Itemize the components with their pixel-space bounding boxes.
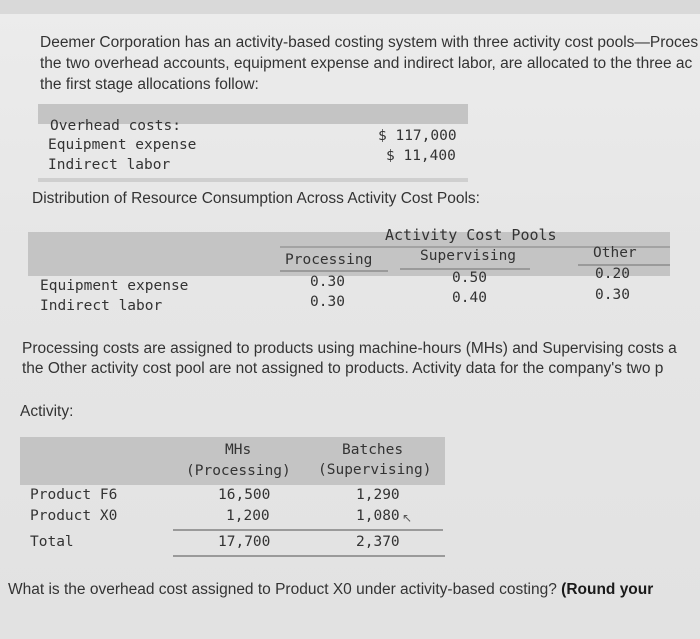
intro-line-1: Deemer Corporation has an activity-based costing system with three activity cost pools—Proces [40, 34, 699, 51]
subtotal-rule [173, 529, 443, 531]
intro-line-2: the two overhead accounts, equipment expense and indirect labor, are allocated to the three ac [40, 55, 693, 72]
distribution-cell: 0.20 [595, 266, 630, 282]
middle-line-1: Processing costs are assigned to products using machine-hours (MHs) and Supervising costs a [22, 340, 677, 357]
activity-cost-pools-header: Activity Cost Pools [385, 226, 557, 244]
column-header-supervising: Supervising [420, 248, 517, 264]
distribution-row-label: Equipment expense [40, 278, 189, 294]
distribution-cell: 0.50 [452, 270, 487, 286]
question [8, 579, 653, 600]
distribution-cell: 0.40 [452, 290, 487, 306]
middle-line-2: the Other activity cost pool are not assigned to products. Activity data for the company's two p [22, 360, 664, 377]
distribution-cell: 0.30 [310, 274, 345, 290]
distribution-cell: 0.30 [595, 287, 630, 303]
question-text: What is the overhead cost assigned to Product X0 under activity-based costing? [8, 581, 562, 598]
activity-cell: 1,080 [356, 508, 400, 524]
activity-title: Activity: [20, 403, 74, 420]
column-header-processing: Processing [285, 252, 373, 268]
activity-cell: 1,200 [226, 508, 270, 524]
overhead-row-value: $ 11,400 [386, 148, 456, 164]
mhs-header: MHs [225, 442, 252, 458]
overhead-row-value: $ 117,000 [378, 128, 457, 144]
activity-total-label: Total [30, 534, 74, 550]
overhead-row-label: Equipment expense [48, 137, 197, 153]
processing-header-rule [280, 270, 388, 272]
activity-row-label: Product X0 [30, 508, 118, 524]
column-header-other: Other [593, 245, 637, 261]
activity-row-label: Product F6 [30, 487, 118, 503]
activity-total-batches: 2,370 [356, 534, 400, 550]
batches-subheader: (Supervising) [318, 462, 432, 478]
distribution-cell: 0.30 [310, 294, 345, 310]
total-rule [173, 555, 445, 557]
distribution-row-label: Indirect labor [40, 298, 163, 314]
overhead-bottom-bar [38, 178, 468, 182]
mhs-subheader: (Processing) [186, 463, 291, 479]
question-rounding-note: (Round your [561, 581, 654, 598]
batches-header: Batches [342, 442, 404, 458]
overhead-header: Overhead costs: [50, 118, 181, 134]
intro-line-3: the first stage allocations follow: [40, 76, 259, 93]
activity-total-mhs: 17,700 [218, 534, 271, 550]
distribution-title: Distribution of Resource Consumption Across Activity Cost Pools: [32, 190, 480, 207]
mouse-cursor-icon: ↖ [402, 511, 413, 525]
activity-cell: 1,290 [356, 487, 400, 503]
top-strip [0, 0, 700, 14]
overhead-row-label: Indirect labor [48, 157, 171, 173]
activity-cell: 16,500 [218, 487, 271, 503]
